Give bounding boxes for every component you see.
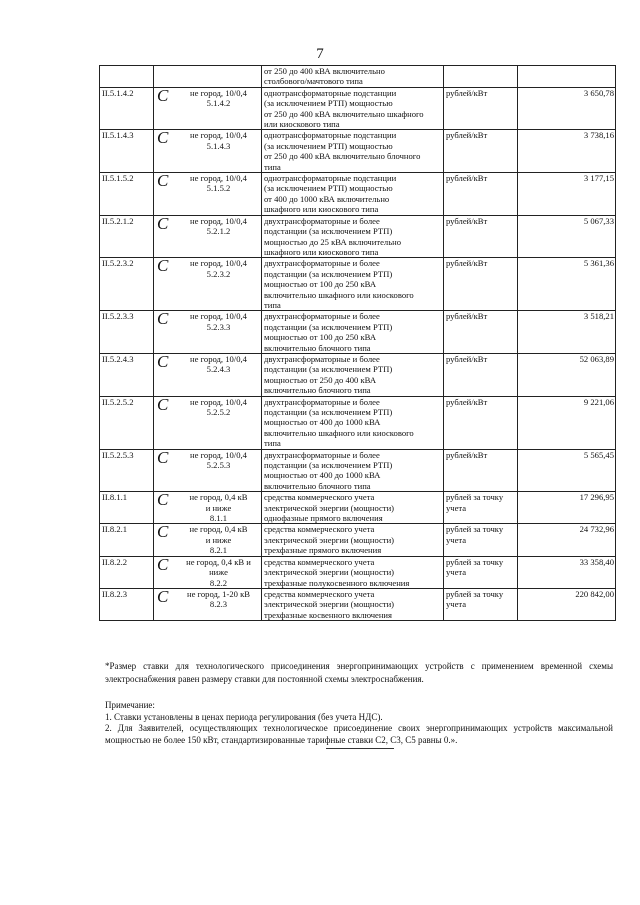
description-line: однофазные прямого включения xyxy=(264,513,383,524)
tariff-type-cell xyxy=(154,492,262,524)
code-cell: II.5.2.1.2 xyxy=(100,215,154,258)
tariff-type-cell xyxy=(154,87,262,130)
tariff-type-line: не город, 10/0,4 xyxy=(190,311,247,322)
unit-cell: рублей/кВт xyxy=(444,87,518,130)
description-line: от 400 до 1000 кВА включительно xyxy=(264,193,390,204)
code-cell: II.5.1.4.2 xyxy=(100,87,154,130)
description-line: от 250 до 400 кВА включительно xyxy=(264,66,385,76)
rate-letter: С xyxy=(157,449,169,467)
description-cell xyxy=(262,396,444,449)
tariff-type-line: 8.1.1 xyxy=(209,513,228,524)
unit-cell: рублей/кВт xyxy=(444,258,518,311)
description-line: мощностью от 400 до 1000 кВА xyxy=(264,417,381,428)
description-cell xyxy=(262,258,444,311)
unit-cell xyxy=(444,66,518,88)
code-cell: II.5.1.5.2 xyxy=(100,173,154,216)
tariff-type-line: не город, 0,4 кВ xyxy=(189,492,248,503)
tariff-type-cell xyxy=(154,66,262,88)
value-cell: 9 221,06 xyxy=(518,396,616,449)
tariff-type-line: 8.2.2 xyxy=(209,577,228,588)
description-line: двухтрансформаторные и более xyxy=(264,215,380,226)
description-cell xyxy=(262,588,444,620)
tariff-type-line: не город, 10/0,4 xyxy=(190,87,247,98)
tariff-table xyxy=(99,65,616,621)
tariff-type-line: и ниже xyxy=(205,502,232,513)
tariff-type-line: не город, 0,4 кВ xyxy=(189,524,248,535)
unit-cell: рублей/кВт xyxy=(444,215,518,258)
description-line: мощностью от 250 до 400 кВА xyxy=(264,374,377,385)
page-number: 7 xyxy=(316,46,324,62)
table-row xyxy=(100,215,616,258)
description-cell xyxy=(262,130,444,173)
table-row xyxy=(100,492,616,524)
tariff-type-cell xyxy=(154,396,262,449)
tariff-type-line: и ниже xyxy=(205,534,232,545)
rate-letter: С xyxy=(157,396,169,414)
description-line: трехфазные полукосвенного включения xyxy=(264,577,410,588)
description-line: типа xyxy=(264,438,281,449)
rate-letter: С xyxy=(157,215,169,233)
tariff-type-cell xyxy=(154,353,262,396)
description-line: мощностью от 100 до 250 кВА xyxy=(264,332,377,343)
code-cell: II.5.1.4.3 xyxy=(100,130,154,173)
description-line: типа xyxy=(264,299,281,310)
description-cell xyxy=(262,556,444,588)
tariff-type-line: не город, 10/0,4 xyxy=(190,173,247,184)
description-line: подстанции (за исключением РТП) xyxy=(264,364,393,375)
unit-cell: рублей за точку учета xyxy=(444,492,518,524)
description-cell xyxy=(262,66,444,88)
description-line: шкафного или киоскового типа xyxy=(264,246,379,257)
description-line: включительно блочного типа xyxy=(264,480,371,491)
description-line: однотрансформаторные подстанции xyxy=(264,173,397,184)
table-row xyxy=(100,87,616,130)
tariff-type-line: ниже xyxy=(209,567,228,578)
description-line: столбового/мачтового типа xyxy=(264,76,363,87)
value-cell: 220 842,00 xyxy=(518,588,616,620)
tariff-type-cell xyxy=(154,524,262,556)
tariff-type-cell xyxy=(154,556,262,588)
tariff-type-line: 5.2.3.2 xyxy=(206,268,231,279)
unit-cell: рублей за точку учета xyxy=(444,524,518,556)
description-line: двухтрансформаторные и более xyxy=(264,396,380,407)
table-row xyxy=(100,311,616,354)
code-cell: II.8.2.1 xyxy=(100,524,154,556)
description-line: включительно блочного типа xyxy=(264,342,371,353)
tariff-table-body xyxy=(100,66,616,621)
description-line: включительно шкафного или киоскового xyxy=(264,289,414,300)
description-line: средства коммерческого учета xyxy=(264,588,375,599)
description-line: типа xyxy=(264,161,281,172)
description-cell xyxy=(262,215,444,258)
rate-letter: С xyxy=(157,257,169,276)
tariff-type-line: 5.2.1.2 xyxy=(206,226,231,237)
tariff-type-line: 5.2.3.3 xyxy=(206,321,231,332)
table-row xyxy=(100,258,616,311)
tariff-type-cell xyxy=(154,173,262,216)
code-cell: II.5.2.3.2 xyxy=(100,258,154,311)
note-item-2: 2. Для Заявителей, осуществляющих технологическое присоединение своих энергопринимающих устройств максимальной мощностью не более 150 кВт, стандартизированные тарифные ставки С2, С3, С5 равны 0.». xyxy=(105,723,613,745)
description-line: двухтрансформаторные и более xyxy=(264,353,380,364)
code-cell: II.8.2.2 xyxy=(100,556,154,588)
code-cell: II.5.2.5.3 xyxy=(100,449,154,492)
description-line: включительно блочного типа xyxy=(264,385,371,396)
rate-letter: С xyxy=(157,523,169,542)
table-row xyxy=(100,588,616,620)
description-line: включительно шкафного или киоскового xyxy=(264,427,414,438)
code-cell: II.8.1.1 xyxy=(100,492,154,524)
value-cell: 24 732,96 xyxy=(518,524,616,556)
tariff-type-cell xyxy=(154,588,262,620)
description-line: (за исключением РТП) мощностью xyxy=(264,183,393,194)
closing-rule xyxy=(326,748,394,749)
value-cell: 3 738,16 xyxy=(518,130,616,173)
table-row xyxy=(100,449,616,492)
description-line: подстанции (за исключением РТП) xyxy=(264,321,393,332)
tariff-type-line: не город, 10/0,4 xyxy=(190,258,247,269)
tariff-type-cell xyxy=(154,130,262,173)
tariff-type-line: не город, 10/0,4 xyxy=(190,353,247,364)
tariff-type-line: не город, 10/0,4 xyxy=(190,215,247,226)
tariff-type-line: не город, 1-20 кВ xyxy=(187,588,250,599)
unit-cell: рублей/кВт xyxy=(444,353,518,396)
table-row xyxy=(100,353,616,396)
description-line: подстанции (за исключением РТП) xyxy=(264,460,393,471)
value-cell: 3 177,15 xyxy=(518,173,616,216)
description-line: средства коммерческого учета xyxy=(264,524,375,535)
description-line: трехфазные косвенного включения xyxy=(264,609,392,620)
rate-letter: С xyxy=(157,353,169,371)
description-line: мощностью до 25 кВА включительно xyxy=(264,236,402,247)
value-cell xyxy=(518,66,616,88)
description-line: средства коммерческого учета xyxy=(264,492,375,503)
description-line: (за исключением РТП) мощностью xyxy=(264,140,393,151)
tariff-type-cell xyxy=(154,311,262,354)
rate-letter: С xyxy=(157,588,169,606)
description-line: шкафного или киоскового типа xyxy=(264,204,379,215)
tariff-type-line: 5.1.4.3 xyxy=(206,140,231,151)
unit-cell: рублей/кВт xyxy=(444,449,518,492)
notes-heading: Примечание: xyxy=(105,700,155,710)
description-line: двухтрансформаторные и более xyxy=(264,311,380,322)
tariff-type-line: не город, 10/0,4 xyxy=(190,396,247,407)
description-cell xyxy=(262,524,444,556)
tariff-type-line: не город, 10/0,4 xyxy=(190,130,247,141)
description-line: двухтрансформаторные и более xyxy=(264,449,380,460)
footnote: *Размер ставки для технологического присоединения энергопринимающих устройств с применением временной схемы электроснабжения равен размеру ставки для постоянной схемы электроснабжения. xyxy=(105,661,613,684)
value-cell: 3 518,21 xyxy=(518,311,616,354)
rate-letter: С xyxy=(157,491,169,510)
tariff-type-line: 8.2.1 xyxy=(209,545,228,556)
rate-letter: С xyxy=(157,129,169,148)
value-cell: 33 358,40 xyxy=(518,556,616,588)
code-cell: II.5.2.4.3 xyxy=(100,353,154,396)
tariff-type-line: не город, 0,4 кВ и xyxy=(186,556,251,567)
description-line: мощностью от 400 до 1000 кВА xyxy=(264,470,381,481)
unit-cell: рублей/кВт xyxy=(444,130,518,173)
table-row xyxy=(100,396,616,449)
description-cell xyxy=(262,449,444,492)
description-line: мощностью от 100 до 250 кВА xyxy=(264,279,377,290)
rate-letter: С xyxy=(157,310,169,329)
description-line: (за исключением РТП) мощностью xyxy=(264,98,393,109)
description-line: двухтрансформаторные и более xyxy=(264,258,380,269)
value-cell: 52 063,89 xyxy=(518,353,616,396)
description-cell xyxy=(262,173,444,216)
rate-letter: С xyxy=(157,172,169,191)
unit-cell: рублей/кВт xyxy=(444,311,518,354)
tariff-type-line: 5.1.5.2 xyxy=(206,183,231,194)
value-cell: 5 361,36 xyxy=(518,258,616,311)
description-line: однотрансформаторные подстанции xyxy=(264,130,397,141)
description-line: или киоскового типа xyxy=(264,119,340,130)
description-line: от 250 до 400 кВА включительно шкафного xyxy=(264,108,424,119)
description-cell xyxy=(262,87,444,130)
description-line: подстанции (за исключением РТП) xyxy=(264,407,393,417)
tariff-type-line: 5.2.5.2 xyxy=(206,407,231,417)
tariff-type-line: не город, 10/0,4 xyxy=(190,449,247,460)
description-line: подстанции (за исключением РТП) xyxy=(264,226,393,237)
description-line: электрической энергии (мощности) xyxy=(264,502,395,513)
rate-letter: С xyxy=(157,556,169,574)
code-cell: II.5.2.3.3 xyxy=(100,311,154,354)
description-line: трехфазные прямого включения xyxy=(264,545,382,556)
description-line: средства коммерческого учета xyxy=(264,556,375,567)
description-cell xyxy=(262,492,444,524)
description-line: подстанции (за исключением РТП) xyxy=(264,268,393,279)
tariff-type-cell xyxy=(154,215,262,258)
tariff-type-line: 5.2.5.3 xyxy=(206,460,231,471)
table-row xyxy=(100,130,616,173)
table-row xyxy=(100,173,616,216)
description-line: электрической энергии (мощности) xyxy=(264,599,395,610)
table-row xyxy=(100,524,616,556)
unit-cell: рублей/кВт xyxy=(444,396,518,449)
tariff-type-line: 5.1.4.2 xyxy=(206,98,231,109)
description-line: от 250 до 400 кВА включительно блочного xyxy=(264,151,421,162)
code-cell: II.8.2.3 xyxy=(100,588,154,620)
description-cell xyxy=(262,353,444,396)
unit-cell: рублей за точку учета xyxy=(444,556,518,588)
unit-cell: рублей/кВт xyxy=(444,173,518,216)
code-cell: II.5.2.5.2 xyxy=(100,396,154,449)
value-cell: 5 067,33 xyxy=(518,215,616,258)
table-row xyxy=(100,556,616,588)
tariff-type-cell xyxy=(154,258,262,311)
tariff-type-line: 5.2.4.3 xyxy=(206,364,231,375)
description-line: электрической энергии (мощности) xyxy=(264,534,395,545)
unit-cell: рублей за точку учета xyxy=(444,588,518,620)
note-item-1: 1. Ставки установлены в ценах периода регулирования (без учета НДС). xyxy=(105,711,383,722)
description-line: электрической энергии (мощности) xyxy=(264,567,395,578)
value-cell: 3 650,78 xyxy=(518,87,616,130)
code-cell xyxy=(100,66,154,88)
description-line: однотрансформаторные подстанции xyxy=(264,87,397,98)
value-cell: 17 296,95 xyxy=(518,492,616,524)
value-cell: 5 565,45 xyxy=(518,449,616,492)
notes-section xyxy=(105,700,613,746)
tariff-type-line: 8.2.3 xyxy=(209,599,228,610)
tariff-type-cell xyxy=(154,449,262,492)
description-cell xyxy=(262,311,444,354)
rate-letter: С xyxy=(157,87,169,105)
table-row-continued xyxy=(100,66,616,88)
